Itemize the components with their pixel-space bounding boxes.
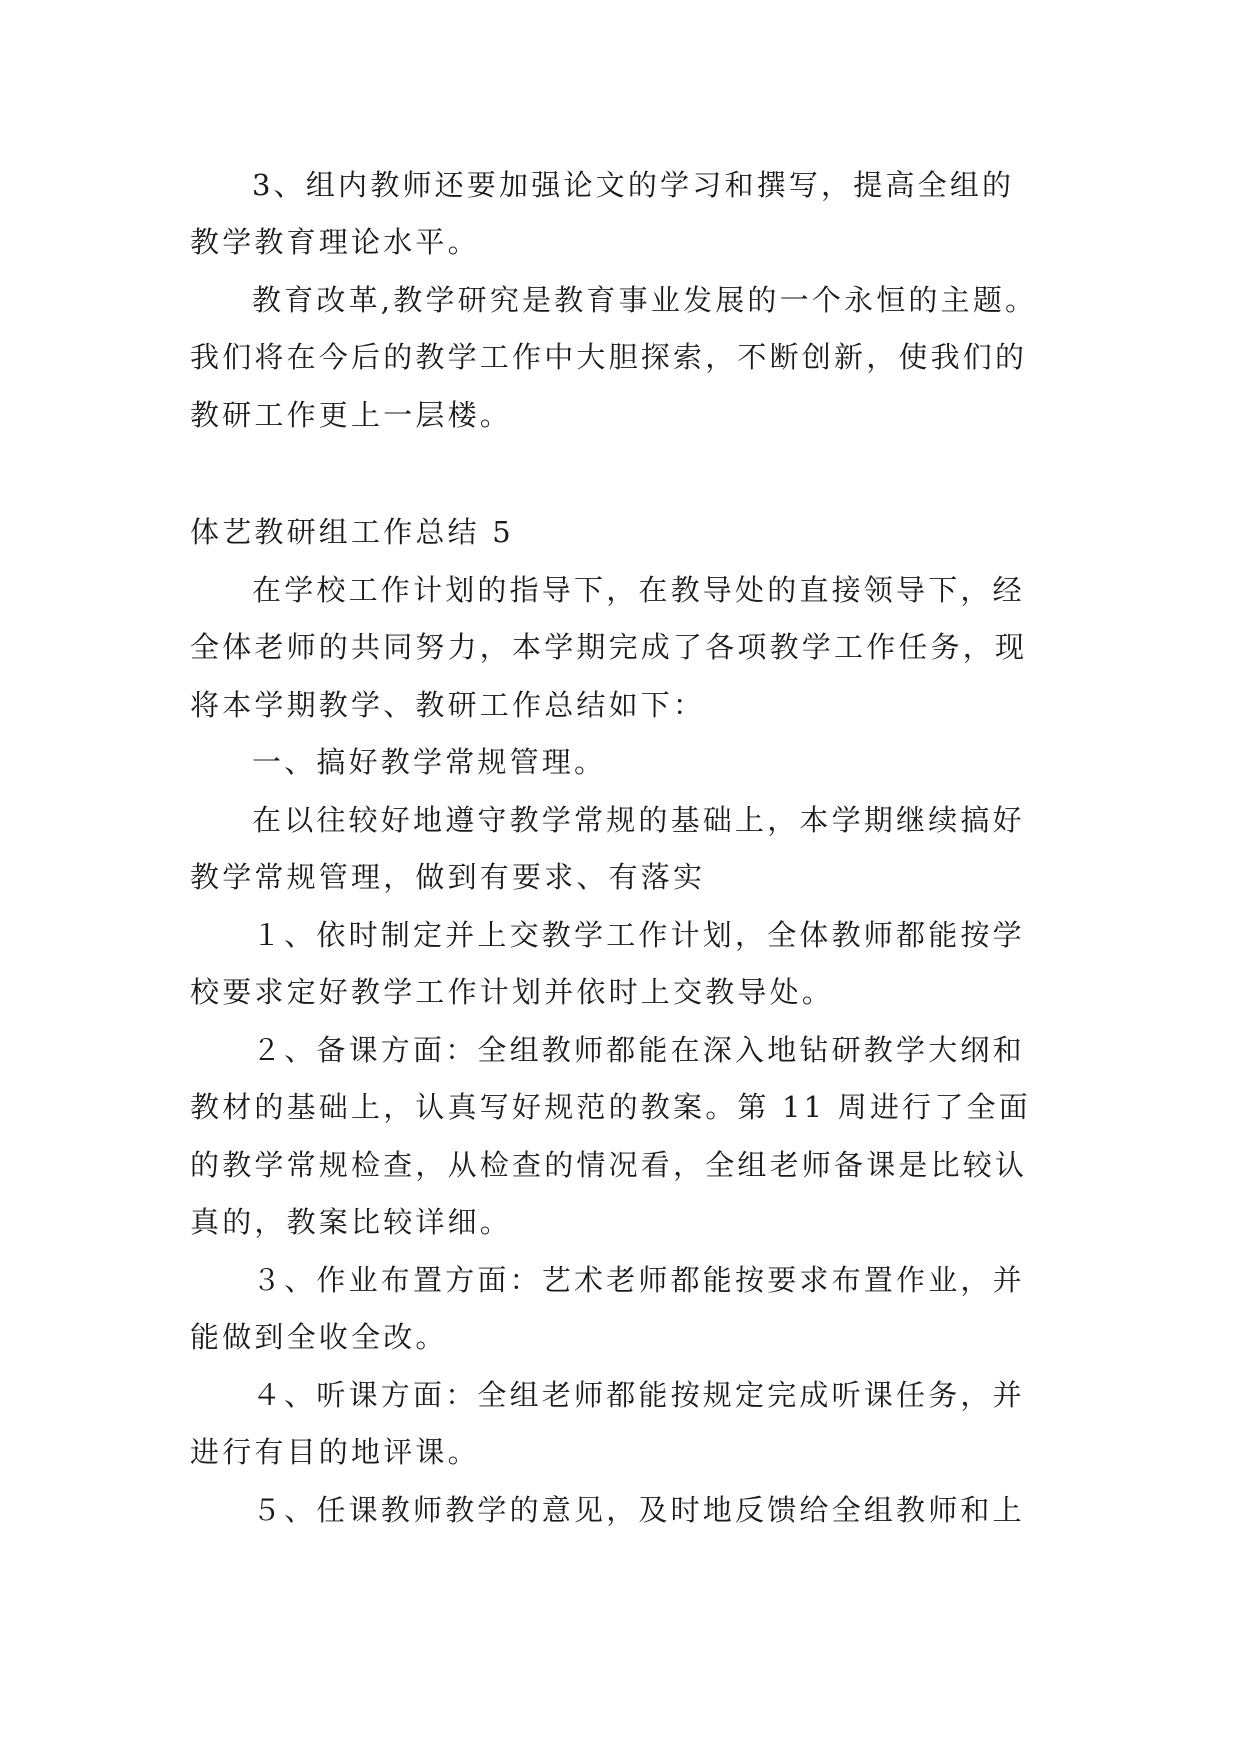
paragraph-line: 教育改革,教学研究是教育事业发展的一个永恒的主题。: [252, 283, 1038, 317]
paragraph-line: 能做到全收全改。: [190, 1320, 448, 1354]
paragraph-line: 教学常规管理，做到有要求、有落实: [190, 860, 706, 894]
subheading-line: 一、搞好教学常规管理。: [252, 745, 607, 779]
paragraph-line: 3、组内教师还要加强论文的学习和撰写，提高全组的: [252, 168, 1015, 202]
paragraph-line: 进行有目的地评课。: [190, 1435, 480, 1469]
paragraph-line: 校要求定好教学工作计划并依时上交教导处。: [190, 975, 835, 1009]
paragraph-line: 教研工作更上一层楼。: [190, 398, 513, 432]
section-title: 体艺教研组工作总结 5: [190, 515, 514, 549]
paragraph-line: ３、作业布置方面：艺术老师都能按要求布置作业，并: [252, 1263, 1025, 1297]
paragraph-line: 教学教育理论水平。: [190, 225, 480, 259]
paragraph-line: 将本学期教学、教研工作总结如下：: [190, 688, 706, 722]
paragraph-line: 我们将在今后的教学工作中大胆探索，不断创新，使我们的: [190, 340, 1028, 374]
paragraph-line: 教材的基础上，认真写好规范的教案。第 11 周进行了全面: [190, 1090, 1031, 1124]
paragraph-line: 在以往较好地遵守教学常规的基础上，本学期继续搞好: [252, 803, 1025, 837]
paragraph-line: １、依时制定并上交教学工作计划，全体教师都能按学: [252, 918, 1025, 952]
paragraph-line: ５、任课教师教学的意见，及时地反馈给全组教师和上: [252, 1493, 1025, 1527]
paragraph-line: ２、备课方面：全组教师都能在深入地钻研教学大纲和: [252, 1033, 1025, 1067]
paragraph-line: 全体老师的共同努力，本学期完成了各项教学工作任务，现: [190, 630, 1028, 664]
paragraph-line: ４、听课方面：全组老师都能按规定完成听课任务，并: [252, 1378, 1025, 1412]
paragraph-line: 真的，教案比较详细。: [190, 1205, 513, 1239]
paragraph-line: 的教学常规检查，从检查的情况看，全组老师备课是比较认: [190, 1148, 1028, 1182]
paragraph-line: 在学校工作计划的指导下，在教导处的直接领导下，经: [252, 573, 1025, 607]
